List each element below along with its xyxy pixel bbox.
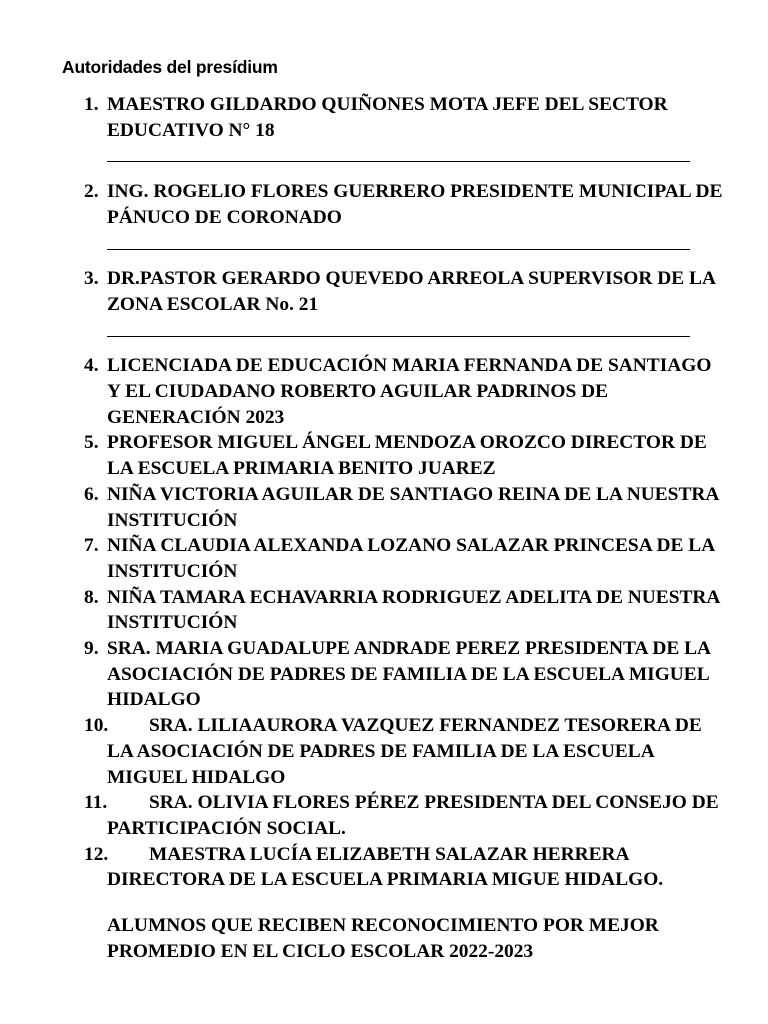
item-text: SRA. MARIA GUADALUPE ANDRADE PEREZ PRESIDENTA DE LA ASOCIACIÓN DE PADRES DE FAMILIA DE LA ESCUELA MIGUEL HIDALGO [107,638,710,711]
item-number: 4. [84,355,99,377]
item-number: 9. [84,638,99,660]
item-text: SRA. OLIVIA FLORES PÉREZ PRESIDENTA DEL CONSEJO DE PARTICIPACIÓN SOCIAL. [107,792,719,839]
item-text: LICENCIADA DE EDUCACIÓN MARIA FERNANDA DE SANTIAGO Y EL CIUDADANO ROBERTO AGUILAR PADRINOS DE GENERACIÓN 2023 [107,355,712,428]
spacer [0,343,768,353]
spacer [0,169,768,179]
list-item [0,636,768,713]
item-number: 10. [84,715,109,737]
list-item [0,585,768,636]
item-text: NIÑA TAMARA ECHAVARRIA RODRIGUEZ ADELITA DE NUESTRA INSTITUCIÓN [107,586,720,634]
item-text: PROFESOR MIGUEL ÁNGEL MENDOZA OROZCO DIRECTOR DE LA ESCUELA PRIMARIA BENITO JUAREZ [107,432,707,480]
list-item [0,92,768,143]
item-text: ING. ROGELIO FLORES GUERRERO PRESIDENTE MUNICIPAL DE PÁNUCO DE CORONADO [107,181,723,228]
item-text: MAESTRO GILDARDO QUIÑONES MOTA JEFE DEL SECTOR EDUCATIVO N° 18 [107,94,668,141]
item-number: 5. [84,432,99,454]
signature-line [0,143,768,169]
item-number: 8. [84,586,99,608]
signature-line [0,231,768,257]
footer-heading: ALUMNOS QUE RECIBEN RECONOCIMIENTO POR MEJOR PROMEDIO EN EL CICLO ESCOLAR 2022-2023 [107,915,659,962]
item-text: MAESTRA LUCÍA ELIZABETH SALAZAR HERRERA DIRECTORA DE LA ESCUELA PRIMARIA MIGUE HIDALGO. [107,843,664,891]
item-text: SRA. LILIAAURORA VAZQUEZ FERNANDEZ TESORERA DE LA ASOCIACIÓN DE PADRES DE FAMILIA DE LA ESCUELA MIGUEL HIDALGO [107,715,702,788]
list-item [0,713,768,790]
list-item [0,482,768,533]
signature-line [0,318,768,344]
item-number: 3. [84,268,99,290]
item-number: 6. [84,483,99,505]
list-item [0,533,768,584]
list-item [0,790,768,841]
item-number: 2. [84,181,99,203]
item-number: 1. [84,94,99,115]
presidium-list [0,92,768,893]
list-item [0,353,768,430]
item-number: 12. [84,843,109,865]
spacer [0,256,768,266]
item-text: DR.PASTOR GERARDO QUEVEDO ARREOLA SUPERVISOR DE LA ZONA ESCOLAR No. 21 [107,268,715,315]
item-text: NIÑA VICTORIA AGUILAR DE SANTIAGO REINA DE LA NUESTRA INSTITUCIÓN [107,483,719,531]
list-item [0,266,768,317]
list-item [0,842,768,893]
item-text: NIÑA CLAUDIA ALEXANDA LOZANO SALAZAR PRINCESA DE LA INSTITUCIÓN [107,535,715,582]
list-item [0,179,768,230]
item-number: 7. [84,535,99,557]
item-number: 11. [84,792,108,814]
list-item [0,430,768,481]
section-heading: Autoridades del presídium [62,57,278,77]
